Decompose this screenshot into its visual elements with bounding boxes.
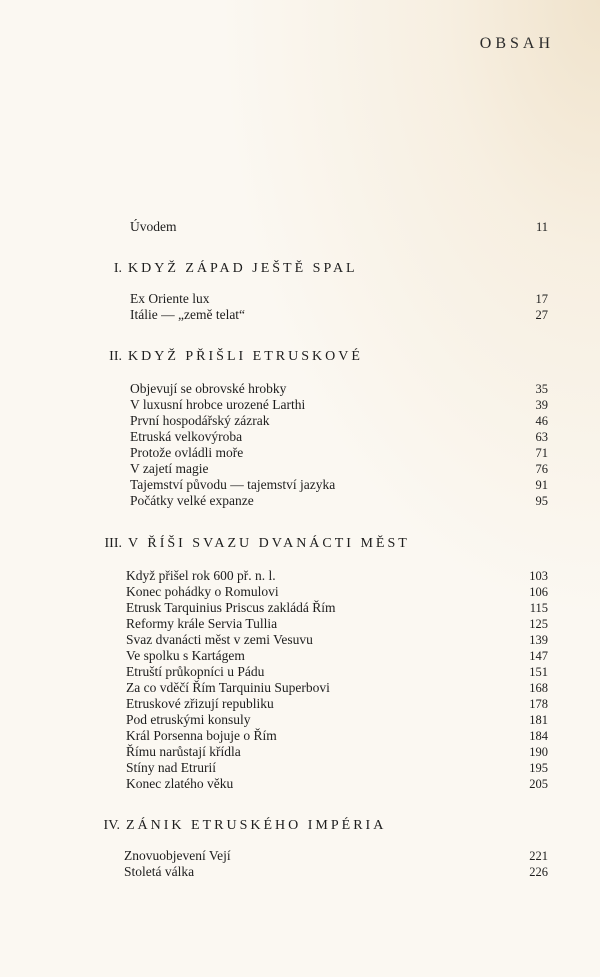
toc-entry[interactable] [0, 381, 600, 397]
chapter-title: V ŘÍŠI SVAZU DVANÁCTI MĚST [128, 536, 410, 551]
toc-entry-page: 221 [529, 849, 548, 863]
toc-entry-title: Objevují se obrovské hrobky [130, 381, 287, 396]
toc-entry-title: Itálie — „země telat“ [130, 307, 246, 322]
chapter-number: II. [109, 349, 122, 364]
toc-entry-page: 11 [535, 220, 548, 234]
toc-entry[interactable] [0, 728, 600, 744]
toc-entry[interactable] [0, 712, 600, 728]
toc-entry-title: Etruská velkovýroba [130, 429, 243, 444]
toc-entry-page: 184 [529, 729, 548, 743]
toc-entry-page: 178 [529, 697, 548, 711]
toc-entry-page: 76 [535, 462, 548, 476]
toc-entry-title: Ex Oriente lux [130, 291, 210, 306]
toc-entry[interactable] [0, 413, 600, 429]
toc-entry[interactable] [0, 493, 600, 509]
toc-entry-page: 139 [529, 633, 548, 647]
toc-entry-page: 46 [535, 414, 548, 428]
toc-entry-title: Pod etruskými konsuly [126, 712, 251, 727]
toc-entry[interactable] [0, 600, 600, 616]
toc-entry-title: První hospodářský zázrak [130, 413, 270, 428]
chapter-heading-4 [0, 816, 600, 836]
toc-entry[interactable] [0, 307, 600, 323]
toc-entry-title: V luxusní hrobce urozené Larthi [130, 397, 306, 412]
toc-entry-page: 27 [535, 308, 548, 322]
chapter-title: KDYŽ PŘIŠLI ETRUSKOVÉ [128, 349, 363, 364]
toc-entry-title: Stoletá válka [124, 864, 195, 879]
toc-entry[interactable] [0, 864, 600, 880]
chapter-number: IV. [103, 818, 120, 833]
toc-entry-title: Etrusk Tarquinius Priscus zakládá Řím [126, 600, 336, 615]
toc-entry-page: 103 [529, 569, 548, 583]
chapter-number: III. [104, 536, 122, 551]
toc-entry[interactable] [0, 397, 600, 413]
toc-entry-title: Etruští průkopníci u Pádu [126, 664, 265, 679]
chapter-title: ZÁNIK ETRUSKÉHO IMPÉRIA [126, 818, 387, 833]
toc-entry-title: Římu narůstají křídla [126, 744, 241, 759]
chapter-title: KDYŽ ZÁPAD JEŠTĚ SPAL [128, 261, 358, 276]
toc-entry-page: 168 [529, 681, 548, 695]
toc-entry-page: 63 [535, 430, 548, 444]
toc-entry[interactable] [0, 760, 600, 776]
toc-entry-title: Král Porsenna bojuje o Řím [126, 728, 277, 743]
toc-entry-page: 39 [535, 398, 548, 412]
toc-entry[interactable] [0, 291, 600, 307]
toc-entry-page: 71 [535, 446, 548, 460]
toc-entry-title: V zajetí magie [130, 461, 209, 476]
toc-entry-page: 190 [529, 745, 548, 759]
toc-entry-title: Svaz dvanácti měst v zemi Vesuvu [126, 632, 313, 647]
toc-entry-page: 91 [535, 478, 548, 492]
toc-entry-title: Úvodem [130, 219, 177, 234]
toc-entry-title: Znovuobjevení Vejí [124, 848, 231, 863]
toc-entry-title: Etruskové zřizují republiku [126, 696, 274, 711]
toc-entry-page: 106 [529, 585, 548, 599]
chapter-heading-2 [0, 347, 600, 367]
toc-entry-page: 195 [529, 761, 548, 775]
toc-entry-title: Konec pohádky o Romulovi [126, 584, 279, 599]
toc-entry[interactable] [0, 696, 600, 712]
toc-entry-title: Stíny nad Etrurií [126, 760, 216, 775]
toc-entry[interactable] [0, 584, 600, 600]
toc-entry-page: 17 [535, 292, 548, 306]
toc-entry-page: 181 [529, 713, 548, 727]
toc-entry[interactable] [0, 776, 600, 792]
toc-entry[interactable] [0, 648, 600, 664]
toc-entry[interactable] [0, 445, 600, 461]
toc-entry[interactable] [0, 429, 600, 445]
toc-entry[interactable] [0, 616, 600, 632]
toc-entry-page: 35 [535, 382, 548, 396]
toc-entry-title: Konec zlatého věku [126, 776, 234, 791]
toc-entry-title: Tajemství původu — tajemství jazyka [130, 477, 336, 492]
toc-entry-page: 226 [529, 865, 548, 879]
toc-entry[interactable] [0, 744, 600, 760]
toc-entry-page: 95 [535, 494, 548, 508]
toc-entry-title: Reformy krále Servia Tullia [126, 616, 278, 631]
toc-entry-page: 115 [529, 601, 548, 615]
chapter-heading-3 [0, 534, 600, 554]
toc-entry[interactable] [0, 680, 600, 696]
toc-entry-title: Počátky velké expanze [130, 493, 254, 508]
toc-entry-page: 125 [529, 617, 548, 631]
toc-entry-title: Protože ovládli moře [130, 445, 244, 460]
toc-entry[interactable] [0, 664, 600, 680]
toc-entry-title: Ve spolku s Kartágem [126, 648, 245, 663]
chapter-number: I. [113, 261, 122, 276]
toc-entry[interactable] [0, 848, 600, 864]
toc-entry-intro[interactable] [0, 219, 600, 235]
toc-entry-page: 151 [529, 665, 548, 679]
chapter-heading-1 [0, 259, 600, 279]
toc-entry-page: 147 [529, 649, 548, 663]
toc-entry-title: Když přišel rok 600 př. n. l. [126, 568, 276, 583]
page-title: OBSAH [479, 35, 554, 52]
toc-entry[interactable] [0, 632, 600, 648]
toc-entry-title: Za co vděčí Řím Tarquiniu Superbovi [126, 680, 330, 695]
toc-entry-page: 205 [529, 777, 548, 791]
toc-entry[interactable] [0, 477, 600, 493]
toc-entry[interactable] [0, 461, 600, 477]
toc-entry[interactable] [0, 568, 600, 584]
